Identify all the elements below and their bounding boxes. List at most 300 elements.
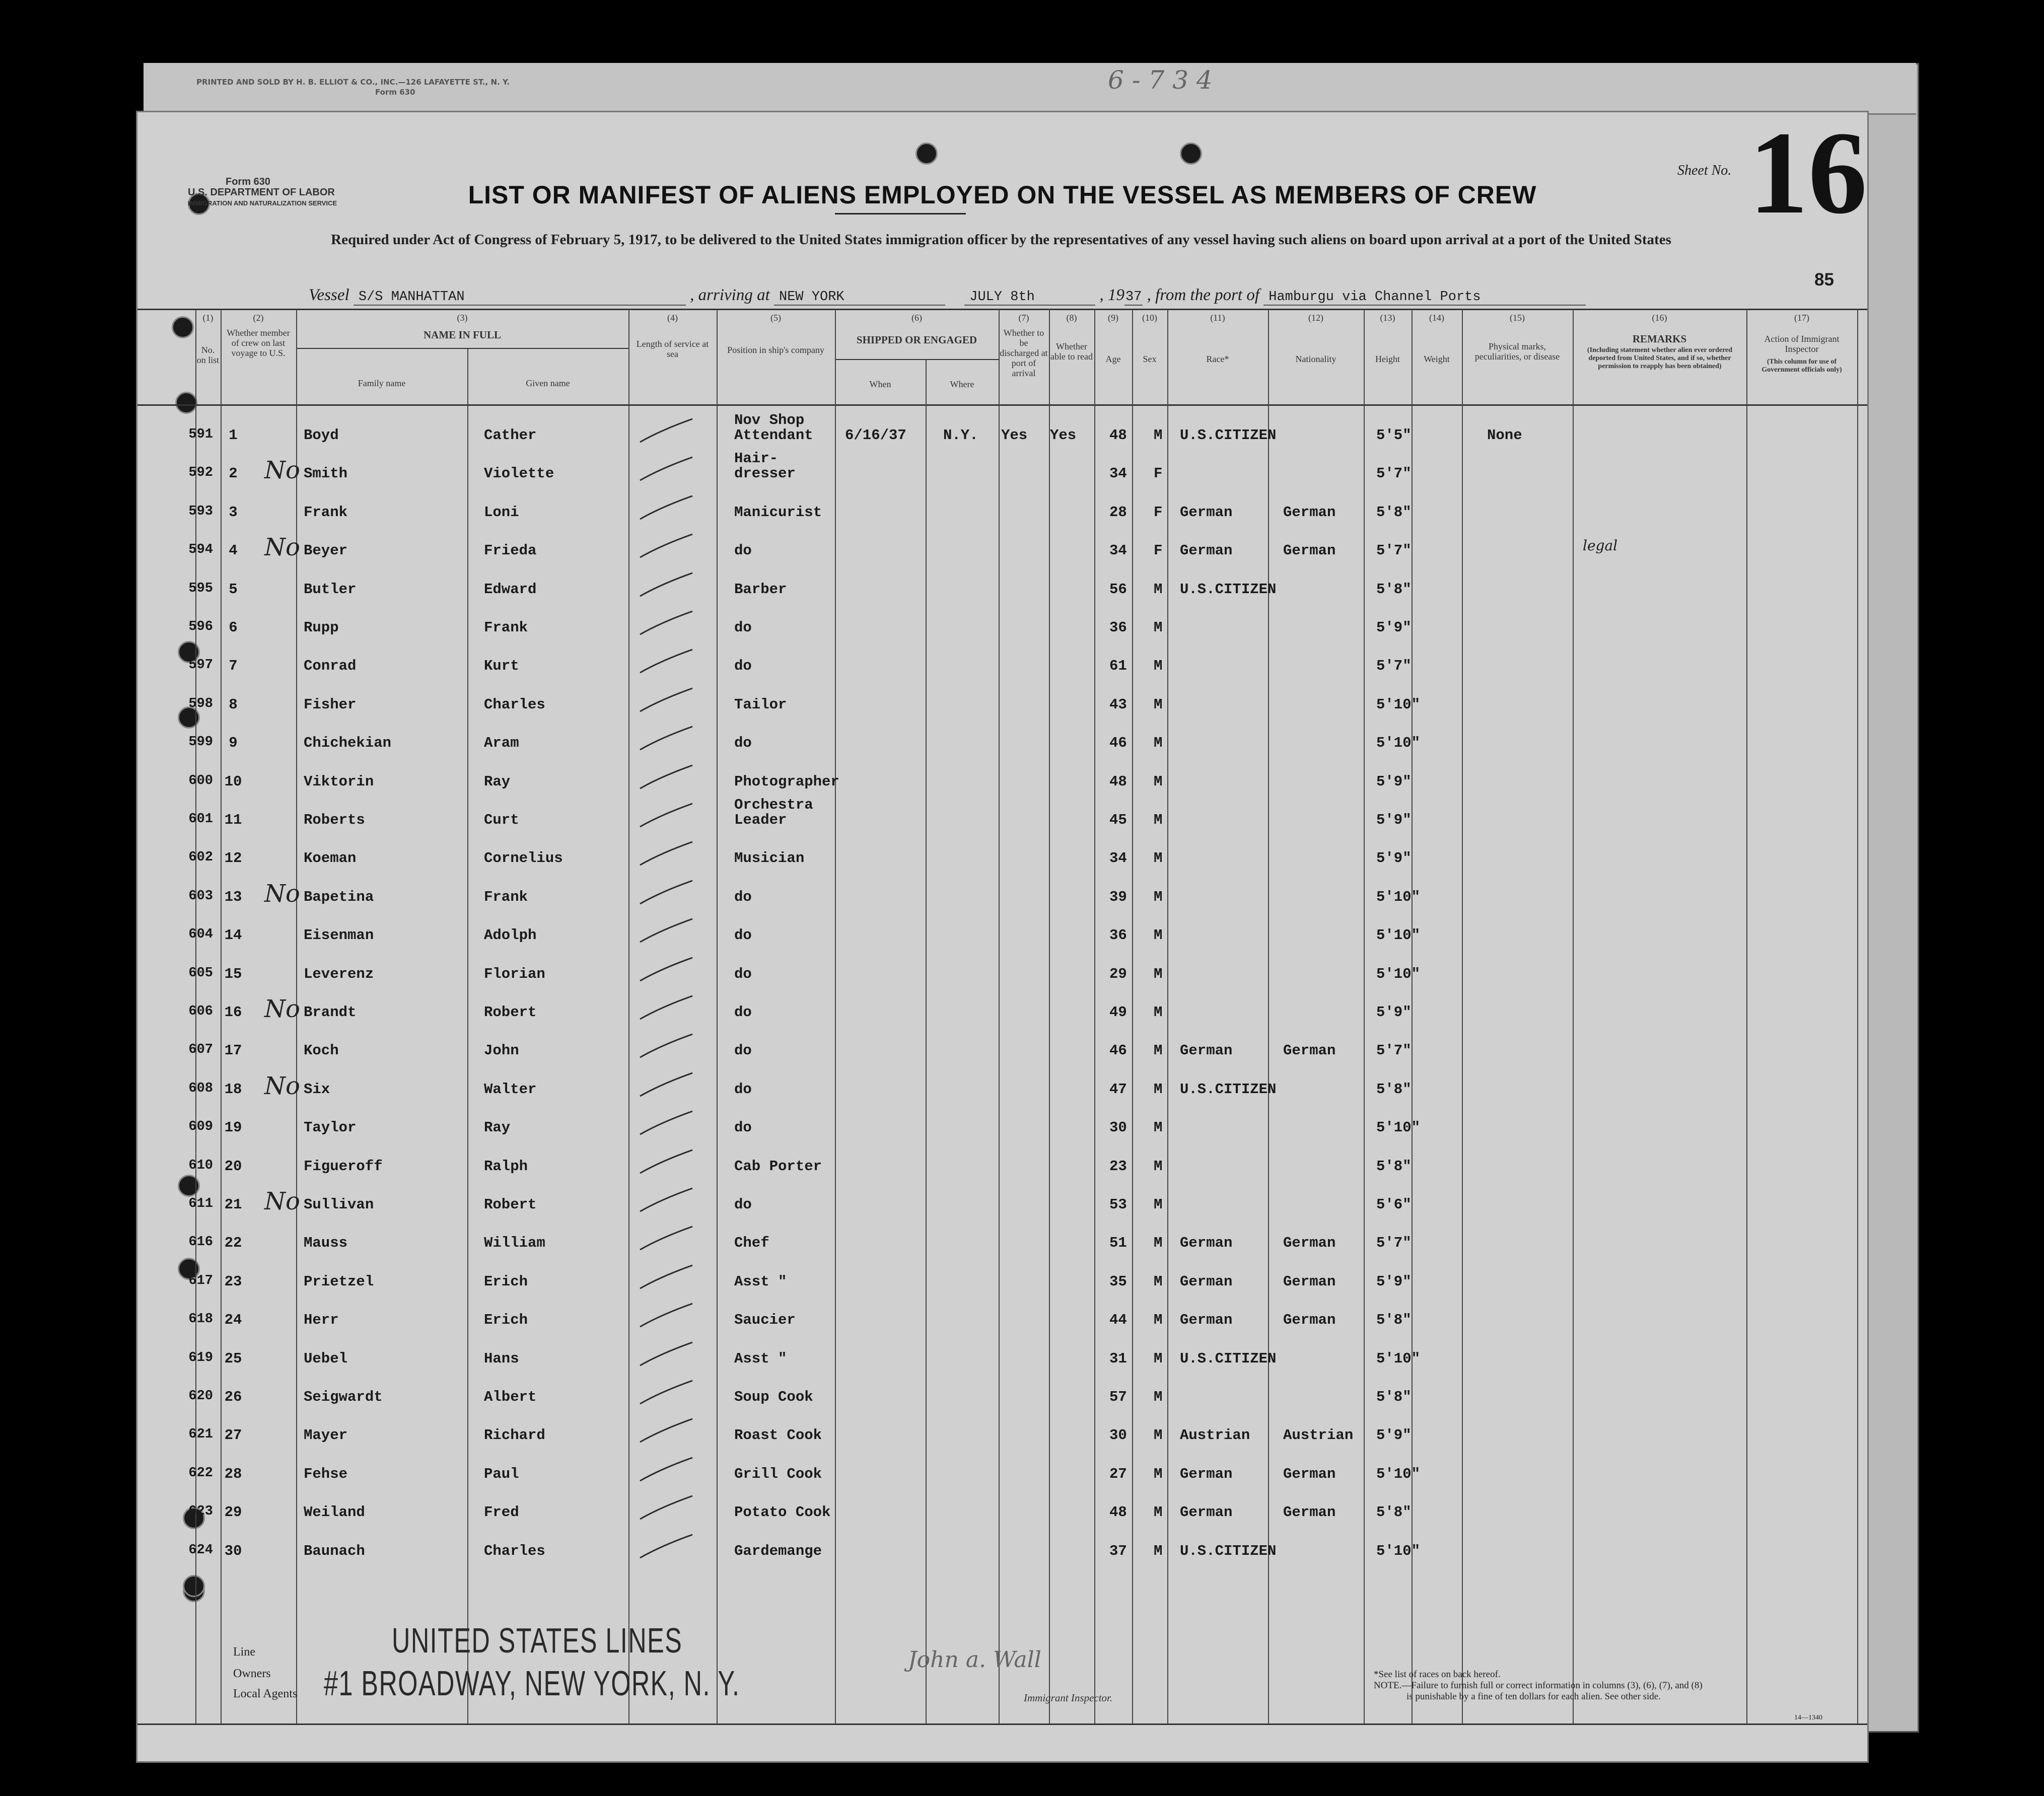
list-line-number: 10 bbox=[224, 773, 242, 790]
sex: M bbox=[1154, 1119, 1163, 1136]
crew-table bbox=[137, 309, 1867, 1723]
family-name: Uebel bbox=[304, 1350, 348, 1367]
list-line-number: 29 bbox=[224, 1504, 242, 1521]
service-check-mark bbox=[636, 1301, 696, 1331]
height: 5'8" bbox=[1376, 1504, 1412, 1521]
list-sequence-number: 620 bbox=[188, 1389, 213, 1404]
ship-position: do bbox=[734, 888, 752, 905]
family-name: Butler bbox=[304, 581, 357, 598]
list-line-number: 1 bbox=[229, 427, 238, 444]
table-row bbox=[137, 1143, 1867, 1181]
sex: F bbox=[1154, 542, 1163, 559]
name-subhead-rule bbox=[296, 348, 628, 349]
given-name: Edward bbox=[484, 581, 537, 598]
age: 36 bbox=[1109, 927, 1127, 944]
list-sequence-number: 608 bbox=[188, 1081, 213, 1096]
list-line-number: 17 bbox=[224, 1042, 242, 1059]
ship-position: Tailor bbox=[734, 696, 787, 713]
shipped-place: N.Y. bbox=[943, 427, 978, 444]
sex: M bbox=[1154, 927, 1163, 944]
family-name: Bapetina bbox=[304, 888, 374, 905]
header-where: Where bbox=[950, 379, 974, 389]
list-line-number: 12 bbox=[224, 850, 242, 867]
given-name: Fred bbox=[484, 1504, 519, 1521]
family-name: Herr bbox=[304, 1312, 339, 1329]
title-underline bbox=[835, 213, 966, 214]
service-check-mark bbox=[636, 1532, 696, 1562]
ship-position: Asst " bbox=[734, 1350, 787, 1367]
race: U.S.CITIZEN bbox=[1180, 1081, 1277, 1098]
height: 5'8" bbox=[1376, 1389, 1412, 1405]
family-name: Weiland bbox=[304, 1504, 365, 1521]
column-number: (8) bbox=[1066, 313, 1077, 323]
list-sequence-number: 610 bbox=[188, 1158, 213, 1173]
footnote-note: NOTE.—Failure to furnish full or correct information in columns (3), (6), (7), and (8) bbox=[1374, 1680, 1703, 1691]
given-name: Erich bbox=[484, 1312, 528, 1329]
departure-port: Hamburgu via Channel Ports bbox=[1263, 290, 1586, 306]
list-sequence-number: 616 bbox=[188, 1235, 213, 1250]
height: 5'9" bbox=[1376, 773, 1412, 790]
footnote-races: *See list of races on back hereof. bbox=[1374, 1669, 1501, 1680]
table-row bbox=[137, 604, 1867, 642]
column-number: (1) bbox=[202, 313, 214, 323]
height: 5'10" bbox=[1376, 696, 1421, 713]
age: 45 bbox=[1109, 812, 1127, 828]
family-name: Viktorin bbox=[304, 773, 374, 790]
table-row bbox=[137, 1066, 1867, 1104]
sex: M bbox=[1154, 888, 1163, 905]
family-name: Frank bbox=[304, 504, 348, 521]
column-number: (12) bbox=[1308, 313, 1323, 323]
list-sequence-number: 611 bbox=[188, 1196, 213, 1211]
list-sequence-number: 596 bbox=[188, 619, 213, 634]
nationality: German bbox=[1283, 504, 1336, 521]
given-name: Charles bbox=[484, 1542, 545, 1559]
list-line-number: 21 bbox=[224, 1196, 242, 1213]
ship-position: Hair- dresser bbox=[734, 450, 796, 482]
service-check-mark bbox=[636, 1262, 696, 1292]
arrival-port: NEW YORK bbox=[774, 290, 945, 306]
form-number: Form 630 bbox=[226, 176, 270, 187]
list-sequence-number: 623 bbox=[188, 1504, 213, 1520]
nationality: German bbox=[1283, 1504, 1336, 1521]
service-check-mark bbox=[636, 762, 696, 793]
given-name: Curt bbox=[484, 812, 519, 828]
local-agents-label: Local Agents bbox=[233, 1687, 298, 1700]
table-top-rule bbox=[137, 309, 1867, 310]
list-sequence-number: 605 bbox=[188, 965, 213, 981]
header-action: Action of Immigrant Inspector bbox=[1764, 334, 1840, 354]
table-row bbox=[137, 1027, 1867, 1065]
table-row bbox=[137, 1181, 1867, 1219]
list-line-number: 3 bbox=[229, 504, 238, 521]
height: 5'10" bbox=[1376, 1119, 1421, 1136]
list-sequence-number: 594 bbox=[188, 542, 213, 558]
height: 5'7" bbox=[1376, 1042, 1412, 1059]
previous-voyage-note: No bbox=[264, 1071, 300, 1100]
family-name: Beyer bbox=[304, 542, 348, 559]
given-name: Robert bbox=[484, 1004, 537, 1021]
family-name: Koch bbox=[304, 1042, 339, 1059]
service-check-mark bbox=[636, 570, 696, 600]
height: 5'8" bbox=[1376, 1081, 1412, 1098]
ship-position: do bbox=[734, 1119, 752, 1136]
list-sequence-number: 595 bbox=[188, 581, 213, 596]
ship-position: do bbox=[734, 965, 752, 982]
given-name: Walter bbox=[484, 1081, 537, 1098]
service-check-mark bbox=[636, 993, 696, 1023]
column-number: (13) bbox=[1380, 313, 1395, 323]
list-line-number: 4 bbox=[229, 542, 238, 559]
given-name: Aram bbox=[484, 735, 519, 752]
owners-stamp: #1 BROADWAY, NEW YORK, N. Y. bbox=[324, 1664, 740, 1703]
race: U.S.CITIZEN bbox=[1180, 581, 1277, 598]
header-family-name: Family name bbox=[358, 378, 406, 388]
service-check-mark bbox=[636, 493, 696, 523]
physical-marks: None bbox=[1487, 427, 1522, 444]
height: 5'8" bbox=[1376, 1158, 1412, 1175]
height: 5'8" bbox=[1376, 1312, 1412, 1329]
sex: M bbox=[1154, 1504, 1163, 1521]
year-label: , 19 bbox=[1099, 286, 1124, 304]
family-name: Baunach bbox=[304, 1542, 365, 1559]
ship-position: Nov Shop Attendant bbox=[734, 412, 813, 444]
column-number: (2) bbox=[253, 313, 264, 323]
sex: M bbox=[1154, 1465, 1163, 1482]
service-check-mark bbox=[636, 1493, 696, 1523]
sex: F bbox=[1154, 465, 1163, 482]
table-row bbox=[137, 835, 1867, 873]
list-sequence-number: 599 bbox=[188, 735, 213, 750]
arrival-date: JULY 8th bbox=[964, 290, 1095, 306]
arriving-label: , arriving at bbox=[690, 286, 770, 304]
ship-position: do bbox=[734, 927, 752, 944]
height: 5'7" bbox=[1376, 465, 1412, 482]
sex: M bbox=[1154, 1273, 1163, 1290]
age: 37 bbox=[1109, 1542, 1127, 1559]
header-age: Age bbox=[1105, 354, 1121, 364]
height: 5'8" bbox=[1376, 581, 1412, 598]
given-name: Albert bbox=[484, 1389, 537, 1405]
column-number: (5) bbox=[770, 313, 781, 323]
sheet-number: 16 bbox=[1749, 111, 1867, 238]
shipped-date: 6/16/37 bbox=[845, 427, 906, 444]
list-sequence-number: 592 bbox=[188, 465, 213, 481]
table-row bbox=[137, 1412, 1867, 1450]
manifest-sheet bbox=[136, 111, 1869, 1763]
sex: M bbox=[1154, 619, 1163, 636]
line-label: Line bbox=[233, 1645, 255, 1659]
age: 49 bbox=[1109, 1004, 1127, 1021]
table-row bbox=[137, 720, 1867, 758]
height: 5'9" bbox=[1376, 619, 1412, 636]
header-shipped-or-engaged: SHIPPED OR ENGAGED bbox=[856, 334, 977, 346]
height: 5'9" bbox=[1376, 1427, 1412, 1444]
table-row bbox=[137, 758, 1867, 797]
stamped-number: 85 bbox=[1814, 270, 1834, 290]
age: 34 bbox=[1109, 850, 1127, 867]
height: 5'10" bbox=[1376, 1542, 1421, 1559]
list-line-number: 24 bbox=[224, 1312, 242, 1329]
sex: M bbox=[1154, 850, 1163, 867]
race: German bbox=[1180, 542, 1233, 559]
service-check-mark bbox=[636, 531, 696, 561]
family-name: Fisher bbox=[304, 696, 357, 713]
column-number: (10) bbox=[1142, 313, 1157, 323]
service-name: IMMIGRATION AND NATURALIZATION SERVICE bbox=[188, 199, 337, 207]
ship-position: Orchestra Leader bbox=[734, 797, 813, 828]
list-sequence-number: 602 bbox=[188, 850, 213, 866]
punch-hole bbox=[915, 142, 938, 165]
family-name: Chichekian bbox=[304, 735, 392, 752]
race: German bbox=[1180, 1504, 1233, 1521]
list-sequence-number: 597 bbox=[188, 658, 213, 673]
sex: M bbox=[1154, 1081, 1163, 1098]
height: 5'6" bbox=[1376, 1196, 1412, 1213]
sex: M bbox=[1154, 773, 1163, 790]
sex: M bbox=[1154, 1389, 1163, 1405]
table-row bbox=[137, 642, 1867, 681]
family-name: Mauss bbox=[304, 1235, 348, 1252]
age: 51 bbox=[1109, 1235, 1127, 1252]
vessel-label: Vessel bbox=[309, 286, 349, 304]
service-check-mark bbox=[636, 1108, 696, 1138]
table-row bbox=[137, 450, 1867, 488]
ship-position: Musician bbox=[734, 850, 805, 867]
nationality: German bbox=[1283, 1465, 1336, 1482]
list-line-number: 25 bbox=[224, 1350, 242, 1367]
previous-voyage-note: No bbox=[264, 995, 300, 1023]
given-name: Kurt bbox=[484, 658, 519, 675]
family-name: Roberts bbox=[304, 812, 365, 828]
column-number: (3) bbox=[457, 313, 468, 323]
table-row bbox=[137, 951, 1867, 989]
age: 48 bbox=[1109, 1504, 1127, 1521]
race: German bbox=[1180, 504, 1233, 521]
table-row bbox=[137, 874, 1867, 912]
service-check-mark bbox=[636, 1455, 696, 1485]
sex: F bbox=[1154, 504, 1163, 521]
header-physical-marks: Physical marks, peculiarities, or disease bbox=[1474, 341, 1560, 362]
given-name: Hans bbox=[484, 1350, 519, 1367]
list-line-number: 27 bbox=[224, 1427, 242, 1444]
list-sequence-number: 617 bbox=[188, 1273, 213, 1288]
table-row bbox=[137, 912, 1867, 950]
height: 5'9" bbox=[1376, 1004, 1412, 1021]
height: 5'10" bbox=[1376, 735, 1421, 752]
list-sequence-number: 593 bbox=[188, 504, 213, 519]
nationality: German bbox=[1283, 1273, 1336, 1290]
height: 5'10" bbox=[1376, 965, 1421, 982]
ship-position: Potato Cook bbox=[734, 1504, 831, 1521]
sex: M bbox=[1154, 658, 1163, 675]
header-position: Position in ship's company bbox=[727, 345, 824, 355]
family-name: Figueroff bbox=[304, 1158, 383, 1175]
height: 5'10" bbox=[1376, 927, 1421, 944]
race: German bbox=[1180, 1273, 1233, 1290]
sex: M bbox=[1154, 1042, 1163, 1059]
service-check-mark bbox=[636, 1224, 696, 1254]
ship-position: Cab Porter bbox=[734, 1158, 822, 1175]
family-name: Brandt bbox=[304, 1004, 357, 1021]
nationality: German bbox=[1283, 542, 1336, 559]
given-name: Frank bbox=[484, 888, 528, 905]
sex: M bbox=[1154, 581, 1163, 598]
family-name: Smith bbox=[304, 465, 348, 482]
header-able-to-read: Whether able to read bbox=[1050, 341, 1093, 362]
list-line-number: 7 bbox=[229, 658, 238, 675]
sex: M bbox=[1154, 812, 1163, 828]
sex: M bbox=[1154, 1196, 1163, 1213]
list-sequence-number: 603 bbox=[188, 888, 213, 904]
service-check-mark bbox=[636, 416, 696, 446]
vessel-name: S/S MANHATTAN bbox=[354, 290, 686, 306]
table-row bbox=[137, 1297, 1867, 1335]
table-row bbox=[137, 566, 1867, 604]
family-name: Fehse bbox=[304, 1465, 348, 1482]
list-sequence-number: 598 bbox=[188, 696, 213, 711]
nationality: German bbox=[1283, 1235, 1336, 1252]
race: German bbox=[1180, 1312, 1233, 1329]
service-check-mark bbox=[636, 685, 696, 715]
column-number: (4) bbox=[667, 313, 678, 323]
column-number: (14) bbox=[1429, 313, 1444, 323]
given-name: Frank bbox=[484, 619, 528, 636]
remarks: legal bbox=[1583, 537, 1618, 554]
given-name: Florian bbox=[484, 965, 545, 982]
ship-position: do bbox=[734, 658, 752, 675]
from-port-label: , from the port of bbox=[1147, 286, 1260, 304]
table-row bbox=[137, 1489, 1867, 1527]
family-name: Prietzel bbox=[304, 1273, 374, 1290]
list-line-number: 15 bbox=[224, 965, 242, 982]
ship-position: do bbox=[734, 735, 752, 752]
list-line-number: 18 bbox=[224, 1081, 242, 1098]
ship-position: do bbox=[734, 1042, 752, 1059]
service-check-mark bbox=[636, 454, 696, 484]
page-subtitle: Required under Act of Congress of February 5, 1917, to be delivered to the United States immigration officer by the representatives of any vessel having such aliens on board upon arrival at a port of the United States bbox=[331, 232, 1671, 248]
table-row bbox=[137, 1451, 1867, 1489]
list-line-number: 2 bbox=[229, 465, 238, 482]
age: 48 bbox=[1109, 427, 1127, 444]
age: 39 bbox=[1109, 888, 1127, 905]
age: 36 bbox=[1109, 619, 1127, 636]
ship-position: Barber bbox=[734, 581, 787, 598]
header-given-name: Given name bbox=[526, 378, 570, 388]
age: 61 bbox=[1109, 658, 1127, 675]
age: 30 bbox=[1109, 1427, 1127, 1444]
age: 23 bbox=[1109, 1158, 1127, 1175]
ship-position: do bbox=[734, 1004, 752, 1021]
service-check-mark bbox=[636, 839, 696, 869]
given-name: Cornelius bbox=[484, 850, 563, 867]
service-check-mark bbox=[636, 1378, 696, 1408]
sex: M bbox=[1154, 965, 1163, 982]
arrival-year: 37 bbox=[1125, 290, 1142, 305]
list-line-number: 20 bbox=[224, 1158, 242, 1175]
line-stamp: UNITED STATES LINES bbox=[392, 1621, 683, 1660]
ship-position: Soup Cook bbox=[734, 1389, 813, 1405]
ship-position: Chef bbox=[734, 1235, 769, 1252]
height: 5'10" bbox=[1376, 888, 1421, 905]
age: 46 bbox=[1109, 735, 1127, 752]
column-number: (11) bbox=[1210, 313, 1225, 323]
family-name: Taylor bbox=[304, 1119, 357, 1136]
column-number: (9) bbox=[1108, 313, 1118, 323]
given-name: Ralph bbox=[484, 1158, 528, 1175]
ship-position: do bbox=[734, 1081, 752, 1098]
list-line-number: 28 bbox=[224, 1465, 242, 1482]
list-line-number: 6 bbox=[229, 619, 238, 636]
family-name: Conrad bbox=[304, 658, 357, 675]
sex: M bbox=[1154, 735, 1163, 752]
table-row bbox=[137, 681, 1867, 720]
given-name: Violette bbox=[484, 465, 554, 482]
table-row bbox=[137, 797, 1867, 835]
owners-label: Owners bbox=[233, 1667, 271, 1680]
header-previous-voyage: Whether member of crew on last voyage to U.S. bbox=[227, 328, 290, 358]
list-line-number: 30 bbox=[224, 1542, 242, 1559]
service-check-mark bbox=[636, 955, 696, 985]
given-name: Ray bbox=[484, 1119, 511, 1136]
list-sequence-number: 619 bbox=[188, 1350, 213, 1366]
age: 35 bbox=[1109, 1273, 1127, 1290]
list-line-number: 9 bbox=[229, 735, 238, 752]
table-header-rule bbox=[137, 404, 1867, 406]
sheet-number-label: Sheet No. bbox=[1677, 163, 1732, 178]
age: 46 bbox=[1109, 1042, 1127, 1059]
race: German bbox=[1180, 1042, 1233, 1059]
list-sequence-number: 622 bbox=[188, 1465, 213, 1481]
family-name: Eisenman bbox=[304, 927, 374, 944]
height: 5'7" bbox=[1376, 542, 1412, 559]
form-code: 14—1340 bbox=[1794, 1714, 1822, 1721]
header-when: When bbox=[869, 379, 891, 389]
height: 5'8" bbox=[1376, 504, 1412, 521]
height: 5'9" bbox=[1376, 1273, 1412, 1290]
age: 29 bbox=[1109, 965, 1127, 982]
table-row bbox=[137, 1104, 1867, 1142]
service-check-mark bbox=[636, 1416, 696, 1446]
sex: M bbox=[1154, 1350, 1163, 1367]
column-number: (17) bbox=[1794, 313, 1809, 323]
sex: M bbox=[1154, 1312, 1163, 1329]
list-line-number: 5 bbox=[229, 581, 238, 598]
age: 31 bbox=[1109, 1350, 1127, 1367]
list-line-number: 13 bbox=[224, 888, 242, 905]
header-weight: Weight bbox=[1424, 354, 1450, 364]
inspector-signature: John a. Wall bbox=[908, 1647, 1041, 1673]
list-sequence-number: 604 bbox=[188, 927, 213, 943]
sex: M bbox=[1154, 696, 1163, 713]
family-name: Koeman bbox=[304, 850, 357, 867]
sex: M bbox=[1154, 1235, 1163, 1252]
ship-position: Gardemange bbox=[734, 1542, 822, 1559]
page-title: LIST OR MANIFEST OF ALIENS EMPLOYED ON THE VESSEL AS MEMBERS OF CREW bbox=[468, 181, 1537, 209]
given-name: Frieda bbox=[484, 542, 537, 559]
ship-position: do bbox=[734, 619, 752, 636]
service-check-mark bbox=[636, 916, 696, 946]
table-row bbox=[137, 1219, 1867, 1258]
footnote-fine: is punishable by a fine of ten dollars for each alien. See other side. bbox=[1406, 1691, 1661, 1702]
age: 56 bbox=[1109, 581, 1127, 598]
sex: M bbox=[1154, 1427, 1163, 1444]
service-check-mark bbox=[636, 1185, 696, 1215]
header-remarks-note: (Including statement whether alien ever ordered deported from United States, and if so, whether permission to reapply has been obtained) bbox=[1587, 346, 1733, 370]
given-name: Robert bbox=[484, 1196, 537, 1213]
family-name: Sullivan bbox=[304, 1196, 374, 1213]
service-check-mark bbox=[636, 1339, 696, 1370]
